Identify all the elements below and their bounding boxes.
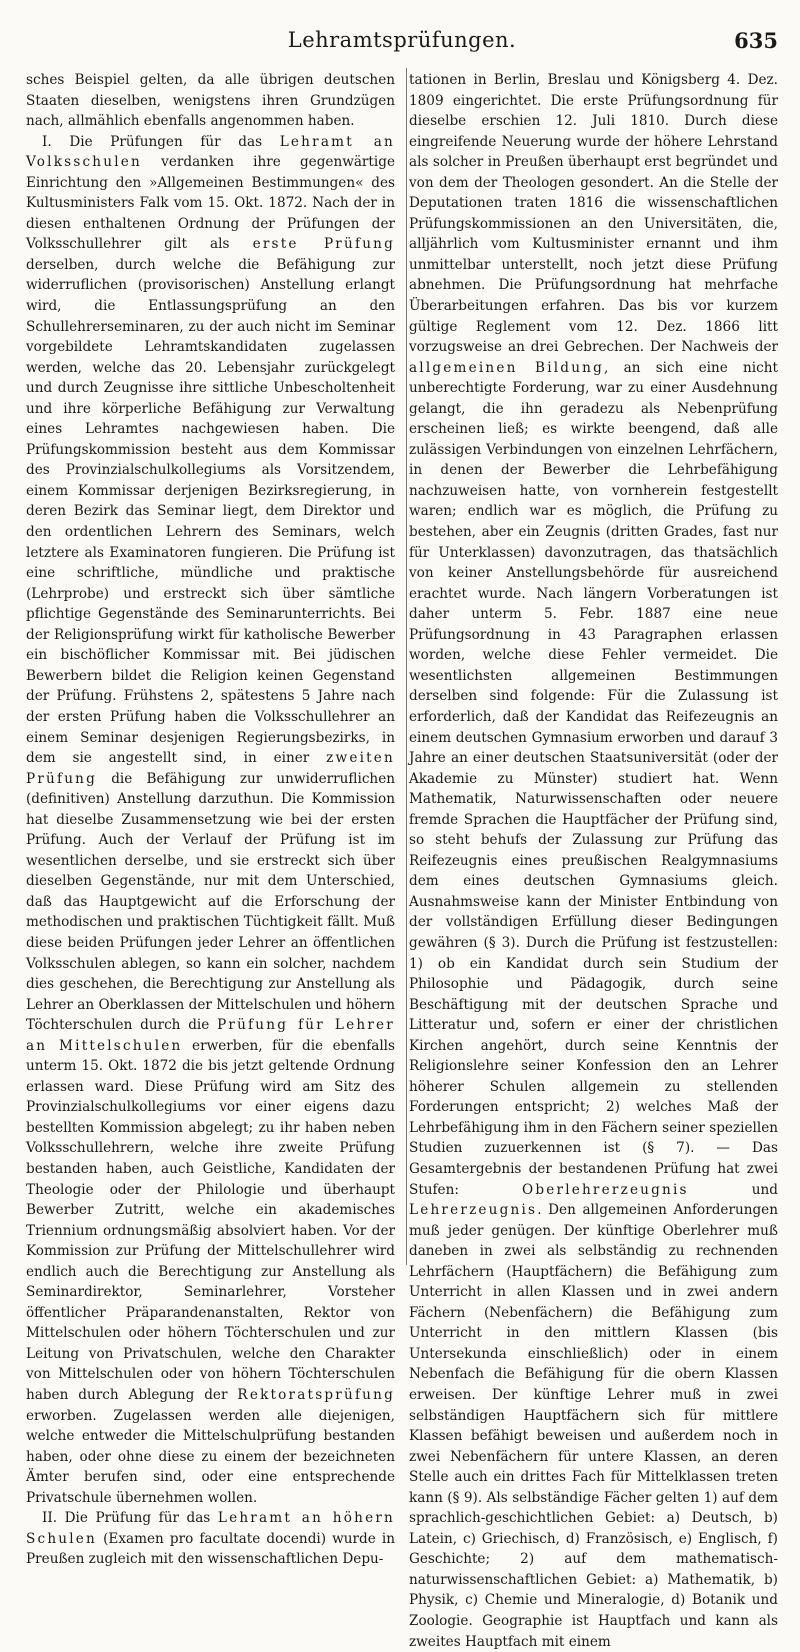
spaced-term: allgemeinen Bildung: [409, 359, 605, 376]
paragraph: sches Beispiel gelten, da alle übrigen deutschen Staaten dieselben, wenigstens ihren Grundzügen nach, allmählich ebenfalls angenommen haben.: [26, 72, 395, 130]
spaced-term: Prüfung für Lehrer an Mittelschulen: [26, 1017, 395, 1054]
running-title: Lehramtsprüfungen.: [287, 28, 517, 52]
spaced-term: Rektoratsprüfung: [237, 1387, 395, 1403]
spaced-term: erste Prüfung: [252, 236, 396, 253]
spaced-term: Lehramt an höhern Schulen: [26, 1510, 395, 1547]
right-column: [409, 70, 778, 1650]
paragraph-volksschulen: I. Die Prüfungen für das Lehramt an Volksschulen verdanken ihre gegenwärtige Einrichtung den »Allgemeinen Bestimmungen« des Kultusministers Falk vom 15. Okt. 1872. Nach der in diesen enthaltenen Ordnung der Prüfungen der Volksschullehrer gilt als erste Prüfung derselben, durch welche die Befähigung zur widerruflichen (provisorischen) Anstellung erlangt wird, die Entlassungsprüfung an den Schullehrerseminaren, zu der auch nicht im Seminar vorgebildete Lehramtskandidaten zugelassen werden, welche das 20. Lebensjahr zurückgelegt und durch Zeugnisse ihre sittliche Unbescholtenheit und ihre körperliche Befähigung zur Verwaltung eines Lehramtes nachgewiesen haben. Die Prüfungskommission besteht aus dem Kommissar des Provinzialschulkollegiums als Vorsitzendem, einem Kommissar derjenigen Bezirksregierung, in deren Bezirk das Seminar liegt, dem Direktor und den ordentlichen Lehrern des Seminars, welch letztere als Examinatoren fungieren. Die Prüfung ist eine schriftliche, mündliche und praktische (Lehrprobe) und erstreckt sich über sämtliche pflichtige Gegenstände des Seminarunterrichts. Bei der Religionsprüfung wirkt für katholische Bewerber ein bischöflicher Kommissar mit. Bei jüdischen Bewerbern bildet die Religion keinen Gegenstand der Prüfung. Frühstens 2, spätestens 5 Jahre nach der ersten Prüfung haben die Volksschullehrer an einem Seminar desjenigen Regierungsbezirks, in dem sie angestellt sind, in einer zweiten Prüfung die Befähigung zur unwiderruflichen (definitiven) Anstellung darzuthun. Die Kommission hat dieselbe Zusammensetzung wie bei der ersten Prüfung. Auch der Verlauf der Prüfung ist im wesentlichen derselbe, und sie erstreckt sich über dieselben Gegenstände, nur mit dem Unterschied, daß das Hauptgewicht auf die Erforschung der methodischen und praktischen Tüchtigkeit fällt. Muß diese beiden Prüfungen jeder Lehrer an öffentlichen Volksschulen ablegen, so kann ein solcher, nachdem dies geschehen, die Berechtigung zur Anstellung als Lehrer an Oberklassen der Mittelschulen und höhern Töchterschulen durch die Prüfung für Lehrer an Mittelschulen erwerben, für die ebenfalls unterm 15. Okt. 1872 die bis jetzt geltende Ordnung erlassen ward. Diese Prüfung wird am Sitz des Provinzialschulkollegiums vor einer eigens dazu bestellten Kommission abgelegt; zu ihr haben neben Volksschullehrern, welche ihre zweite Prüfung bestanden haben, auch Geistliche, Kandidaten der Theologie oder der Philologie und überhaupt Bewerber Zutritt, welche ein akademisches Triennium ordnungsmäßig absolviert haben. Vor der Kommission zur Prüfung der Mittelschullehrer wird endlich auch die Berechtigung zur Anstellung als Seminardirektor, Seminarlehrer, Vorsteher öffentlicher Präparandenanstalten, Rektor von Mittelschulen oder höhern Töchterschulen und zur Leitung von Privatschulen, welche den Charakter von Mittelschulen oder von höhern Töchterschulen haben durch Ablegung der Rektoratsprüfung erworben. Zugelassen werden alle diejenigen, welche entweder die Mittelschulprüfung bestanden haben, oder ohne diese zu einem der bezeichneten Ämter berufen sind, oder eine entsprechende Privatschule übernehmen wollen.: [26, 133, 396, 1506]
text-columns: [26, 70, 778, 1650]
paragraph-hoehere-schulen: II. Die Prüfung für das Lehramt an höhern Schulen (Examen pro facultate docendi) wurde in Preußen zugleich mit den wissenschaftlichen Depu-: [26, 1510, 395, 1568]
spaced-term: zweiten Prüfung: [26, 750, 395, 787]
spaced-term: Lehrerzeugnis: [409, 1202, 538, 1219]
spaced-term: Oberlehrerzeugnis: [522, 1181, 689, 1198]
spaced-term: Lehramt an Volksschulen: [26, 133, 395, 171]
paragraph: tationen in Berlin, Breslau und Königsberg 4. Dez. 1809 eingerichtet. Die erste Prüfungsordnung für dieselbe erschien 12. Juli 1810. Durch diese eingreifende Neuerung wurde der höhere Lehrstand als solcher in Preußen überhaupt erst begründet und von dem der Theologen gesondert. An die Stelle der Deputationen traten 1816 die wissenschaftlichen Prüfungskommissionen an den Universitäten, die, alljährlich vom Kultusminister ernannt und ihm unmittelbar unterstellt, noch jetzt diese Prüfung abnehmen. Die Prüfungsordnung hat mehrfache Überarbeitungen erfahren. Das bis vor kurzem gültige Reglement vom 12. Dez. 1866 litt vorzugsweise an drei Gebrechen. Der Nachweis der allgemeinen Bildung, an sich eine nicht unberechtigte Forderung, war zu einer Ausdehnung gelangt, die ihn geradezu als Nebenprüfung erscheinen ließ; es wirkte beengend, daß alle zulässigen Verbindungen von einzelnen Lehrfächern, in denen der Bewerber die Lehrbefähigung nachzuweisen hatte, von vornherein festgestellt waren; endlich war es möglich, die Prüfung zu bestehen, aber ein Zeugnis (dritten Grades, fast nur für Unterklassen) davonzutragen, das thatsächlich von keiner Anstellungsbehörde für ausreichend erachtet wurde. Nach längern Vorberatungen ist daher unterm 5. Febr. 1887 eine neue Prüfungsordnung in 43 Paragraphen erlassen worden, welche diese Fehler vermeidet. Die wesentlichsten allgemeinen Bestimmungen derselben sind folgende: Für die Zulassung ist erforderlich, daß der Kandidat das Reifezeugnis an einem deutschen Gymnasium erworben und darauf 3 Jahre an einer deutschen Staatsuniversität (oder der Akademie zu Münster) studiert hat. Wenn Mathematik, Naturwissenschaften oder neuere fremde Sprachen die Hauptfächer der Prüfung sind, so steht behufs der Zulassung zur Prüfung das Reifezeugnis eines preußischen Realgymnasiums dem eines deutschen Gymnasiums gleich. Ausnahmsweise kann der Minister Entbindung von der vollständigen Erfüllung dieser Bedingungen gewähren (§ 3). Durch die Prüfung ist festzustellen: 1) ob ein Kandidat durch sein Studium der Philosophie und Pädagogik, durch seine Beschäftigung mit der deutschen Sprache und Litteratur und, sofern er einer der christlichen Kirchen angehört, durch seine Kenntnis der Religionslehre seiner Konfession den an Lehrer höherer Schulen allgemein zu stellenden Forderungen entspricht; 2) welches Maß der Lehrbefähigung ihm in den Fächern seiner speziellen Studien zuzuerkennen ist (§ 7). — Das Gesamtergebnis der bestandenen Prüfung hat zwei Stufen: Oberlehrerzeugnis und Lehrerzeugnis. Den allgemeinen Anforderungen muß jeder genügen. Der künftige Oberlehrer muß daneben in zwei als selbständig zu rechnenden Lehrfächern (Hauptfächern) die Befähigung zum Unterricht in allen Klassen und in zwei andern Fächern (Nebenfächern) die Befähigung zum Unterricht in den mittlern Klassen (bis Untersekunda einschließlich) oder in einem Nebenfach die Befähigung für die obern Klassen erweisen. Der künftige Lehrer muß in zwei selbständigen Hauptfächern sich für mittlere Klassen befähigt beweisen und außerdem noch in zwei Nebenfächern für untere Klassen, an deren Stelle auch ein drittes Fach für Mittelklassen treten kann (§ 9). Als selbständige Fächer gelten 1) auf dem sprachlich-geschichtlichen Gebiet: a) Deutsch, b) Latein, c) Griechisch, d) Französisch, e) Englisch, f) Geschichte; 2) auf dem mathematisch-naturwissenschaftlichen Gebiet: a) Mathematik, b) Physik, c) Chemie und Mineralogie, d) Botanik und Zoologie. Geographie ist Hauptfach und kann als zweites Hauptfach mit einem: [409, 72, 778, 1650]
page-number: 635: [734, 28, 778, 53]
page-header: [26, 28, 778, 62]
left-column: [26, 70, 396, 1568]
